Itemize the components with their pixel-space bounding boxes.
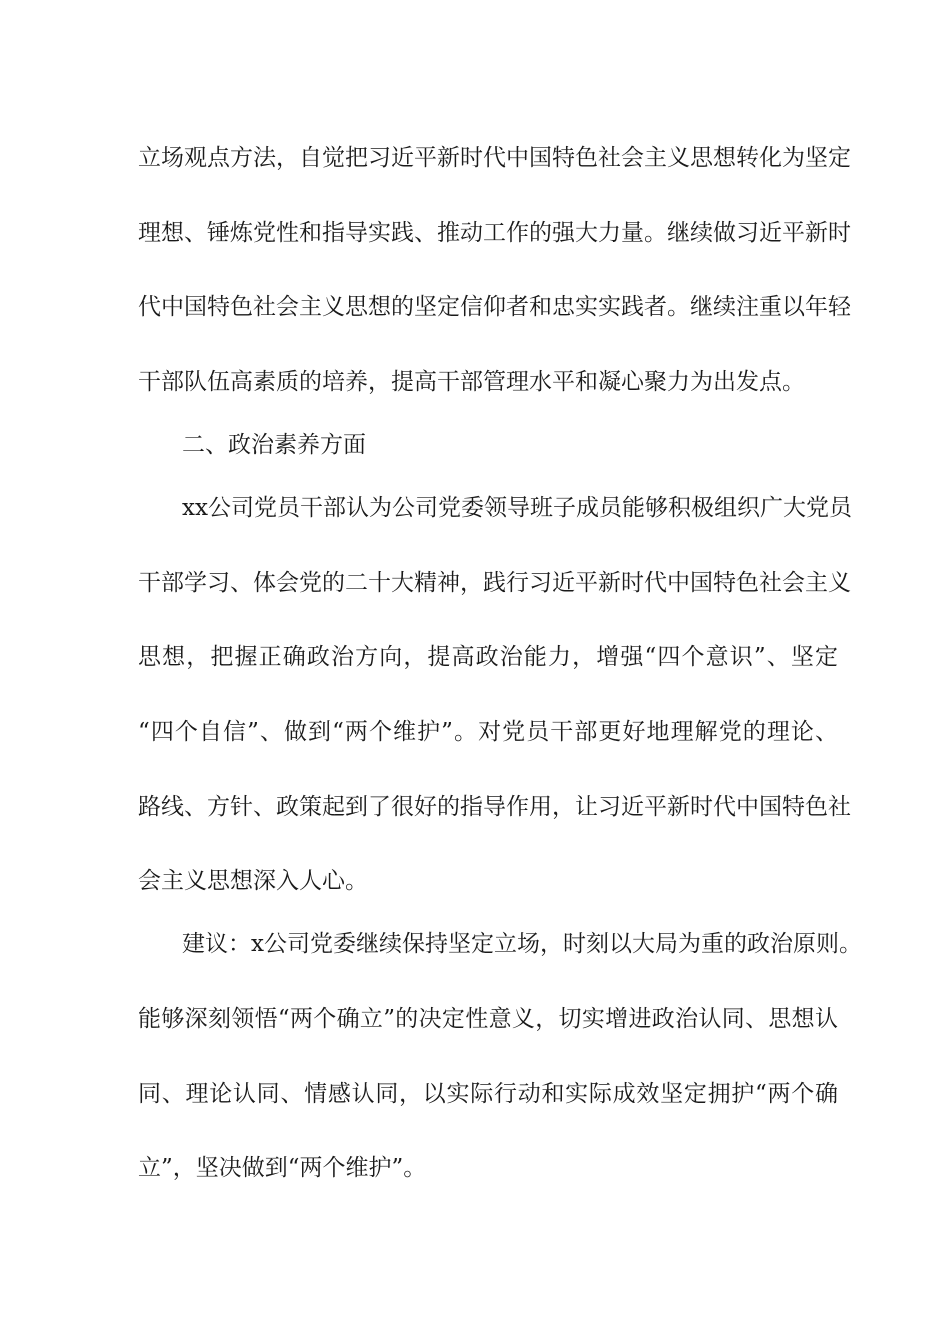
text-line: 同、理论认同、情感认同，以实际行动和实际成效坚定拥护“两个确	[138, 1081, 838, 1107]
text-line: 干部队伍高素质的培养，提高干部管理水平和凝心聚力为出发点。	[138, 369, 805, 395]
section-heading: 二、政治素养方面	[182, 432, 366, 458]
text-line: 思想，把握正确政治方向，提高政治能力，增强“四个意识”、坚定	[138, 644, 838, 670]
text-line: 立场观点方法，自觉把习近平新时代中国特色社会主义思想转化为坚定	[138, 145, 851, 171]
text-line: xx公司党员干部认为公司党委领导班子成员能够积极组织广大党员	[182, 495, 852, 521]
text-line: 会主义思想深入人心。	[138, 868, 368, 894]
text-line: 建议：x公司党委继续保持坚定立场，时刻以大局为重的政治原则。	[182, 931, 862, 957]
text-line: 路线、方针、政策起到了很好的指导作用，让习近平新时代中国特色社	[138, 794, 851, 820]
text-line: 干部学习、体会党的二十大精神，践行习近平新时代中国特色社会主义	[138, 570, 851, 596]
text-line: 立”，坚决做到“两个维护”。	[138, 1155, 427, 1181]
text-line: 能够深刻领悟“两个确立”的决定性意义，切实增进政治认同、思想认	[138, 1006, 838, 1032]
text-line: 代中国特色社会主义思想的坚定信仰者和忠实实践者。继续注重以年轻	[138, 294, 851, 320]
text-line: “四个自信”、做到“两个维护”。对党员干部更好地理解党的理论、	[138, 719, 838, 745]
text-line: 理想、锤炼党性和指导实践、推动工作的强大力量。继续做习近平新时	[138, 220, 851, 246]
